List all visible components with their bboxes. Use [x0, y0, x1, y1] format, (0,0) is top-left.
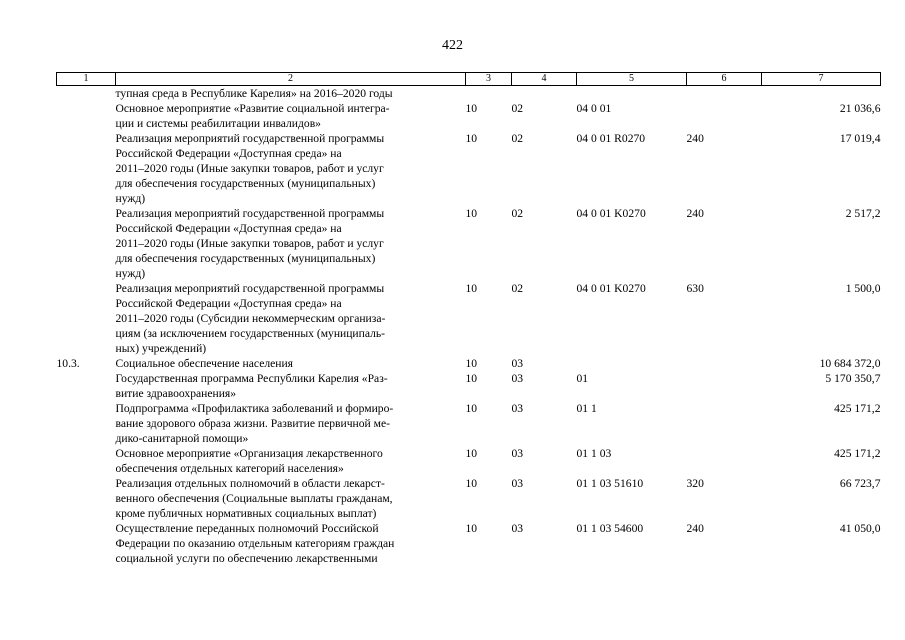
amount-value: 2 517,2	[845, 207, 881, 220]
section-code: 10	[465, 522, 478, 535]
target-article-code: 04 0 01 K0270	[576, 282, 646, 295]
column-header-6: 6	[687, 73, 762, 86]
expense-type-code	[687, 401, 762, 446]
description-line: ции и системы реабилитации инвалидов»	[115, 117, 321, 130]
target-article-code: 04 0 01 R0270	[576, 132, 646, 145]
section-code: 10	[465, 207, 478, 220]
table-body	[57, 86, 881, 567]
row-number	[57, 281, 116, 356]
table-header	[57, 73, 881, 86]
description-line: циям (за исключением государственных (муниципаль-	[115, 327, 386, 340]
expense-type-code	[687, 86, 762, 102]
description-line: Подпрограмма «Профилактика заболеваний и формиро-	[115, 402, 394, 415]
description-line: тупная среда в Республике Карелия» на 2016–2020 годы	[115, 87, 393, 100]
row-description	[116, 371, 466, 401]
amount-value: 1 500,0	[845, 282, 881, 295]
expense-type-code: 320	[686, 477, 704, 490]
target-article-code: 01	[576, 372, 589, 385]
description-line: вание здорового образа жизни. Развитие первичной ме-	[115, 417, 390, 430]
description-line: витие здравоохранения»	[115, 387, 237, 400]
description-line: Осуществление переданных полномочий Российской	[115, 522, 379, 535]
row-number	[57, 476, 116, 521]
column-header-3: 3	[466, 73, 512, 86]
description-line: 2011–2020 годы (Субсидии некоммерческим организа-	[115, 312, 386, 325]
description-line: Реализация отдельных полномочий в области лекарст-	[115, 477, 385, 490]
table-row	[57, 86, 881, 102]
target-article-code: 04 0 01 K0270	[576, 207, 646, 220]
description-line: 2011–2020 годы (Иные закупки товаров, работ и услуг	[115, 162, 384, 175]
row-number	[57, 101, 116, 131]
description-line: ных) учреждений)	[115, 342, 207, 355]
row-description	[116, 206, 466, 281]
row-number: 10.3.	[56, 357, 80, 370]
header-row	[57, 73, 881, 86]
description-line: Реализация мероприятий государственной программы	[115, 282, 385, 295]
description-line: Реализация мероприятий государственной программы	[115, 132, 385, 145]
amount-value	[762, 86, 881, 102]
row-description	[116, 521, 466, 566]
table-row	[57, 206, 881, 281]
table-row	[57, 281, 881, 356]
row-description	[116, 446, 466, 476]
table-row	[57, 101, 881, 131]
subsection-code: 03	[511, 522, 524, 535]
column-header-1: 1	[57, 73, 116, 86]
expense-type-code: 240	[686, 522, 704, 535]
row-number	[57, 446, 116, 476]
budget-table	[56, 72, 881, 566]
row-description	[116, 131, 466, 206]
expense-type-code	[687, 446, 762, 476]
expense-type-code: 240	[686, 207, 704, 220]
subsection-code: 03	[511, 402, 524, 415]
target-article-code	[577, 356, 687, 371]
table-row	[57, 476, 881, 521]
row-number	[57, 371, 116, 401]
amount-value: 21 036,6	[839, 102, 881, 115]
description-line: дико-санитарной помощи»	[115, 432, 249, 445]
target-article-code: 04 0 01	[576, 102, 612, 115]
description-line: нужд)	[115, 267, 146, 280]
description-line: 2011–2020 годы (Иные закупки товаров, работ и услуг	[115, 237, 384, 250]
table-row	[57, 521, 881, 566]
section-code: 10	[465, 102, 478, 115]
row-number	[57, 521, 116, 566]
amount-value: 10 684 372,0	[819, 357, 881, 370]
column-header-7: 7	[762, 73, 881, 86]
section-code: 10	[465, 477, 478, 490]
description-line: Основное мероприятие «Развитие социальной интегра-	[115, 102, 390, 115]
description-line: Федерации по оказанию отдельным категориям граждан	[115, 537, 395, 550]
table-row	[57, 131, 881, 206]
row-number	[57, 206, 116, 281]
column-header-4: 4	[512, 73, 577, 86]
expense-type-code	[687, 371, 762, 401]
amount-value: 425 171,2	[834, 447, 881, 460]
column-header-5: 5	[577, 73, 687, 86]
description-line: Государственная программа Республики Карелия «Раз-	[115, 372, 388, 385]
expense-type-code: 240	[686, 132, 704, 145]
description-line: для обеспечения государственных (муниципальных)	[115, 252, 376, 265]
description-line: Российской Федерации «Доступная среда» на	[115, 147, 342, 160]
row-number	[57, 131, 116, 206]
section-code	[466, 86, 512, 102]
row-description	[116, 356, 466, 371]
description-line: Реализация мероприятий государственной программы	[115, 207, 385, 220]
row-description	[116, 401, 466, 446]
section-code: 10	[465, 402, 478, 415]
subsection-code	[512, 86, 577, 102]
expense-type-code	[687, 356, 762, 371]
row-description	[116, 101, 466, 131]
subsection-code: 02	[511, 132, 524, 145]
table-row	[57, 401, 881, 446]
page-number: 422	[442, 38, 463, 53]
description-line: для обеспечения государственных (муниципальных)	[115, 177, 376, 190]
target-article-code: 01 1 03	[576, 447, 612, 460]
table-row	[57, 371, 881, 401]
row-description	[116, 476, 466, 521]
section-code: 10	[465, 357, 478, 370]
description-line: Социальное обеспечение населения	[115, 357, 294, 370]
amount-value: 66 723,7	[839, 477, 881, 490]
subsection-code: 03	[511, 372, 524, 385]
subsection-code: 03	[511, 477, 524, 490]
description-line: кроме публичных нормативных социальных выплат)	[115, 507, 377, 520]
description-line: обеспечения отдельных категорий населения»	[115, 462, 344, 475]
subsection-code: 02	[511, 282, 524, 295]
description-line: Российской Федерации «Доступная среда» на	[115, 222, 342, 235]
column-header-2: 2	[116, 73, 466, 86]
section-code: 10	[465, 447, 478, 460]
description-line: Российской Федерации «Доступная среда» на	[115, 297, 342, 310]
section-code: 10	[465, 282, 478, 295]
description-line: Основное мероприятие «Организация лекарственного	[115, 447, 383, 460]
expense-type-code: 630	[686, 282, 704, 295]
row-number	[57, 401, 116, 446]
amount-value: 17 019,4	[839, 132, 881, 145]
target-article-code: 01 1 03 51610	[576, 477, 644, 490]
row-description	[116, 86, 466, 102]
description-line: нужд)	[115, 192, 146, 205]
section-code: 10	[465, 132, 478, 145]
table-row	[57, 446, 881, 476]
target-article-code: 01 1	[576, 402, 597, 415]
row-description	[116, 281, 466, 356]
amount-value: 41 050,0	[839, 522, 881, 535]
target-article-code	[577, 86, 687, 102]
subsection-code: 02	[511, 207, 524, 220]
target-article-code: 01 1 03 54600	[576, 522, 644, 535]
amount-value: 425 171,2	[834, 402, 881, 415]
subsection-code: 02	[511, 102, 524, 115]
amount-value: 5 170 350,7	[825, 372, 881, 385]
description-line: социальной услуги по обеспечению лекарственными	[115, 552, 378, 565]
description-line: венного обеспечения (Социальные выплаты гражданам,	[115, 492, 393, 505]
table-row	[57, 356, 881, 371]
expense-type-code	[687, 101, 762, 131]
subsection-code: 03	[511, 447, 524, 460]
row-number	[57, 86, 116, 102]
subsection-code: 03	[511, 357, 524, 370]
section-code: 10	[465, 372, 478, 385]
